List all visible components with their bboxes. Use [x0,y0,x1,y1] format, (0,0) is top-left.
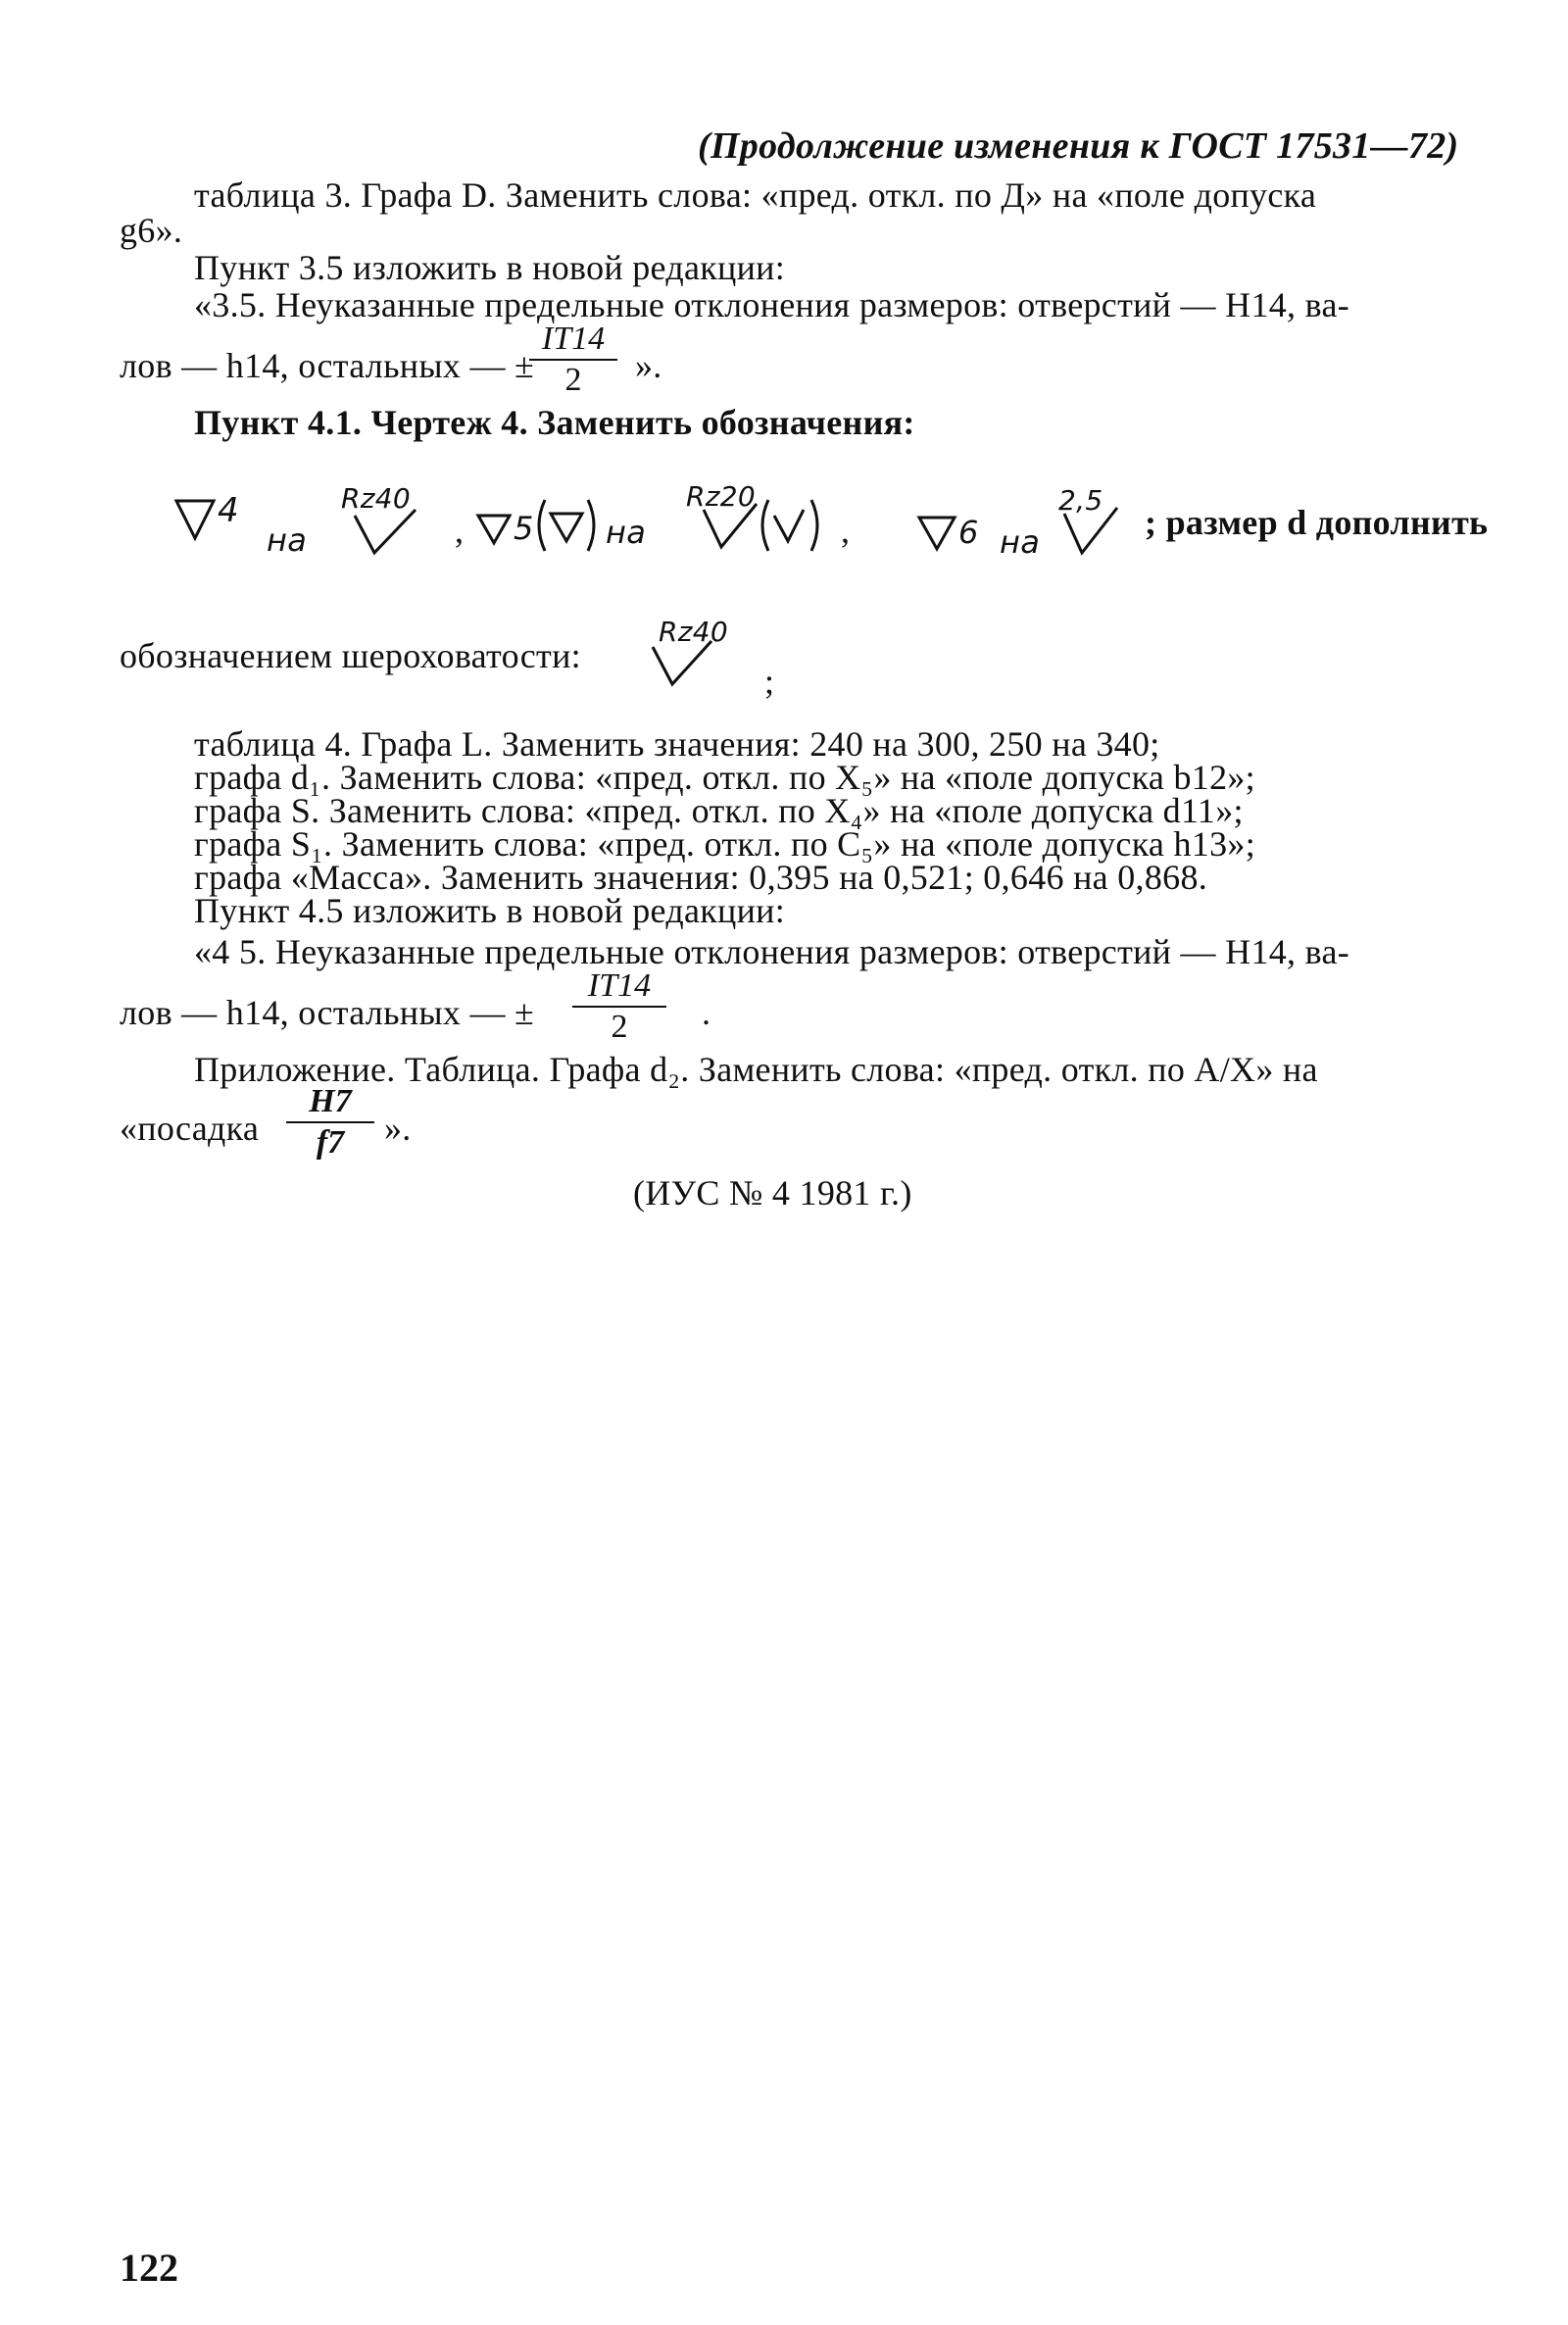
text-line: Пункт 4.1. Чертеж 4. Заменить обозначения: [194,403,915,442]
fraction [286,1084,374,1161]
roughness-label: Rz40 [341,482,411,515]
text-line: графа S. Заменить слова: «пред. откл. по X₄» на «поле допуска d11»; [194,791,1244,830]
fraction-denominator: f7 [316,1124,345,1161]
roughness-value: 5 [514,510,534,547]
fraction-denominator: 2 [611,1009,628,1045]
roughness-symbol-icon [917,514,960,553]
text-line: «посадка [120,1109,260,1148]
text-line: ; размер d дополнить [1145,503,1489,542]
roughness-label: Rz40 [659,616,728,648]
roughness-label: 2,5 [1058,484,1103,517]
text-line: ». [384,1109,412,1148]
roughness-check-icon [353,510,421,559]
roughness-value: 6 [958,514,979,551]
text-line: графа S₁. Заменить слова: «пред. откл. по C₅» на «поле допуска h13»; [194,824,1256,864]
text-line: ; [764,662,775,701]
fraction-denominator: 2 [564,362,582,398]
text-line: графа d₁. Заменить слова: «пред. откл. по X₅» на «поле допуска b12»; [194,758,1255,797]
fraction-numerator: H7 [309,1083,352,1119]
parenthesized-check-icon [757,498,825,553]
text-line: Приложение. Таблица. Графа d₂. Заменить слова: «пред. откл. по A/X» на [194,1050,1318,1089]
roughness-value: 4 [218,491,239,530]
roughness-check-icon [1062,508,1121,559]
text-line: таблица 4. Графа L. Заменить значения: 240 на 300, 250 на 340; [194,724,1160,764]
roughness-check-icon [651,641,719,690]
roughness-symbol-icon [476,512,515,547]
text-line: Пункт 3.5 изложить в новой редакции: [194,248,786,287]
word-na: на [1000,523,1041,561]
text-line: лов — h14, остальных — ± [120,346,535,385]
fraction-numerator: IT14 [587,967,652,1004]
separator: , [841,511,851,550]
fraction [572,968,666,1045]
fraction-numerator: IT14 [541,321,606,357]
text-line: лов — h14, остальных — ± [120,993,535,1032]
word-na: на [267,521,308,559]
text-line: таблица 3. Графа D. Заменить слова: «пред. откл. по Д» на «поле допуска [194,175,1317,215]
text-line: . [702,993,711,1032]
text-line: g6». [120,211,183,250]
text-line: Пункт 4.5 изложить в новой редакции: [194,891,786,930]
source-note: (ИУС № 4 1981 г.) [633,1173,912,1212]
text-line: «4 5. Неуказанные предельные отклонения размеров: отверстий — H14, ва- [194,932,1350,971]
roughness-label: Rz20 [686,480,756,513]
separator: , [455,511,465,550]
roughness-check-icon [702,504,760,553]
parenthesized-triangle-icon [533,498,602,553]
page-number: 122 [120,2246,178,2290]
word-na: на [606,514,647,551]
text-line: обозначением шероховатости: [120,636,581,675]
fraction-bar [286,1121,374,1123]
fraction-bar [529,359,617,361]
page-header: (Продолжение изменения к ГОСТ 17531—72) [698,125,1459,167]
text-line: графа «Масса». Заменить значения: 0,395 на 0,521; 0,646 на 0,868. [194,858,1208,897]
fraction-bar [572,1006,666,1008]
text-line: «3.5. Неуказанные предельные отклонения размеров: отверстий — H14, ва- [194,285,1350,324]
text-line: ». [635,346,662,385]
fraction [529,322,617,398]
